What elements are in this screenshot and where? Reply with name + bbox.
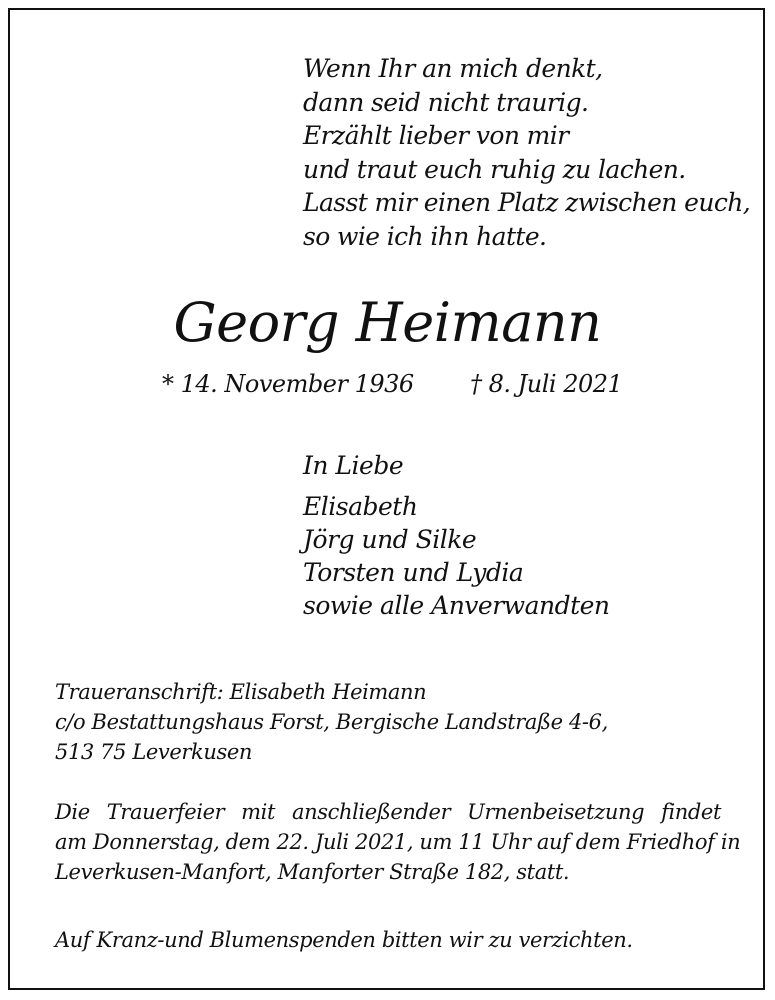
mourning-address xyxy=(55,677,608,767)
deceased-name: Georg Heimann xyxy=(173,291,602,354)
poem-line: dann seid nicht traurig. xyxy=(303,87,589,117)
mourners-list xyxy=(303,490,610,622)
ceremony-line: Die Trauerfeier mit anschließender Urnenbeisetzung findet xyxy=(55,800,721,824)
poem-line: Wenn Ihr an mich denkt, xyxy=(303,54,603,83)
mourner-name: Elisabeth xyxy=(303,492,418,521)
ceremony-line: am Donnerstag, dem 22. Juli 2021, um 11 Uhr auf dem Friedhof in xyxy=(55,830,741,854)
flowers-notice: Auf Kranz-und Blumenspenden bitten wir zu verzichten. xyxy=(55,928,633,952)
address-line: 513 75 Leverkusen xyxy=(55,740,253,764)
poem-line: Erzählt lieber von mir xyxy=(303,121,569,150)
mourners-intro: In Liebe xyxy=(303,451,404,480)
poem-line: so wie ich ihn hatte. xyxy=(303,221,547,251)
address-line: c/o Bestattungshaus Forst, Bergische Landstraße 4-6, xyxy=(55,710,608,734)
poem-line: und traut euch ruhig zu lachen. xyxy=(303,154,686,184)
mourner-name: Jörg und Silke xyxy=(303,525,477,554)
birth-date: * 14. November 1936 xyxy=(162,370,414,398)
death-date: † 8. Juli 2021 xyxy=(470,370,623,398)
mourner-name: Torsten und Lydia xyxy=(303,558,524,587)
address-line: Traueranschrift: Elisabeth Heimann xyxy=(55,680,427,704)
mourner-name: sowie alle Anverwandten xyxy=(303,591,610,620)
memorial-poem xyxy=(303,52,750,253)
poem-line: Lasst mir einen Platz zwischen euch, xyxy=(303,188,751,217)
funeral-ceremony-info xyxy=(55,797,741,887)
ceremony-line: Leverkusen-Manfort, Manforter Straße 182, statt. xyxy=(55,860,570,884)
